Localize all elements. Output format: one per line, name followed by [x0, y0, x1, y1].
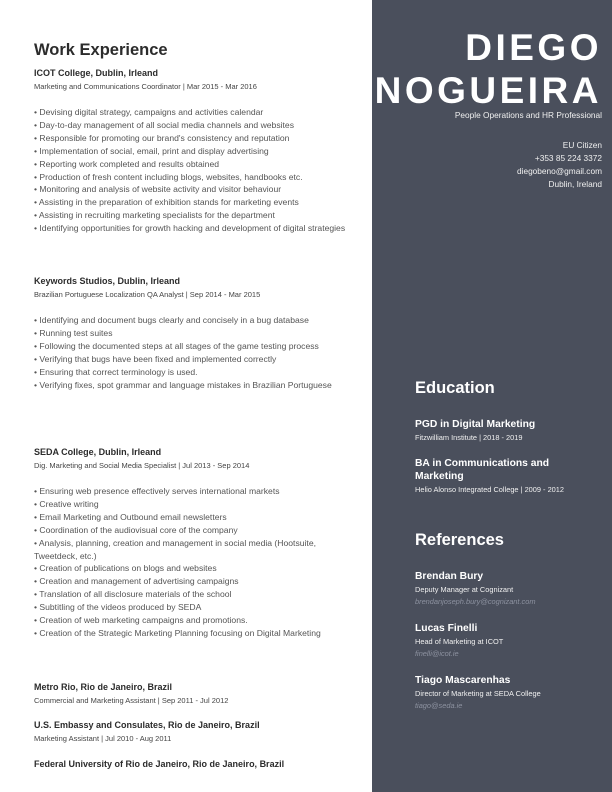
job-bullet: • Creation of web marketing campaigns and promotions.	[34, 615, 248, 626]
job-bullet: • Identifying opportunities for growth hacking and development of digital strategies	[34, 223, 346, 234]
reference-name: Tiago Mascarenhas	[415, 675, 511, 686]
job-bullet: • Monitoring and analysis of website activity and visitor behaviour	[34, 184, 282, 195]
job-bullet: • Analysis, planning, creation and management in social media (Hootsuite, Tweetdeck, etc.)	[34, 537, 316, 561]
job-title: Federal University of Rio de Janeiro, Rio de Janeiro, Brazil	[34, 759, 285, 769]
job-bullet: • Identifying and document bugs clearly and concisely in a bug database	[34, 315, 309, 325]
reference-item	[415, 622, 600, 659]
phone: +353 85 224 3372	[534, 153, 602, 163]
job-subtitle: Commercial and Marketing Assistant | Sep 2011 - Jul 2012	[34, 696, 229, 705]
reference-role: Head of Marketing at ICOT	[415, 637, 504, 646]
education-title: BA in Communications and Marketing	[415, 458, 550, 482]
job-title: SEDA College, Dublin, Irleand	[34, 447, 162, 457]
job-title: ICOT College, Dublin, Irleand	[34, 68, 159, 78]
job-subtitle: Marketing Assistant | Jul 2010 - Aug 2011	[34, 734, 172, 743]
job-bullets	[34, 106, 354, 235]
job-bullet: • Following the documented steps at all stages of the game testing process	[34, 340, 319, 351]
job-bullet: • Devising digital strategy, campaigns and activities calendar	[34, 107, 264, 117]
job-bullet: • Implementation of social, email, print and display advertising	[34, 145, 269, 156]
job-bullet: • Creative writing	[34, 498, 99, 509]
citizenship: EU Citizen	[562, 140, 602, 150]
last-name: NOGUEIRA	[374, 70, 602, 111]
education-subtitle: Fitzwilliam Institute | 2018 - 2019	[415, 433, 523, 442]
education-heading: Education	[415, 379, 495, 397]
email: diegobeno@gmail.com	[517, 166, 602, 176]
reference-email: tiago@seda.ie	[415, 701, 463, 710]
job-bullet: • Creation of publications on blogs and websites	[34, 563, 217, 574]
education-item	[415, 418, 600, 443]
job-bullet: • Ensuring web presence effectively serves international markets	[34, 486, 280, 496]
job-entry	[34, 68, 354, 235]
job-subtitle: Brazilian Portuguese Localization QA Analyst | Sep 2014 - Mar 2015	[34, 290, 261, 299]
job-bullet: • Verifying that bugs have been fixed and implemented correctly	[34, 353, 277, 364]
job-bullet: • Ensuring that correct terminology is used.	[34, 366, 198, 377]
job-bullet: • Creation of the Strategic Marketing Planning focusing on Digital Marketing	[34, 627, 321, 638]
reference-item	[415, 570, 600, 607]
reference-role: Director of Marketing at SEDA College	[415, 689, 541, 698]
first-name: DIEGO	[465, 27, 602, 68]
job-title: Metro Rio, Rio de Janeiro, Brazil	[34, 682, 173, 692]
reference-email: finelli@icot.ie	[415, 649, 459, 658]
job-entry	[34, 447, 354, 640]
job-bullet: • Creation and management of advertising campaigns	[34, 576, 239, 587]
job-subtitle: Marketing and Communications Coordinator | Mar 2015 - Mar 2016	[34, 82, 257, 91]
job-bullets	[34, 485, 354, 640]
job-bullet: • Responsible for promoting our brand's consistency and reputation	[34, 132, 290, 143]
job-entry	[34, 759, 354, 770]
job-bullet: • Assisting in recruiting marketing specialists for the department	[34, 210, 275, 221]
reference-item	[415, 674, 600, 711]
location: Dublin, Ireland	[548, 179, 602, 189]
reference-email: brendanjoseph.bury@cognizant.com	[415, 597, 536, 606]
job-title: Keywords Studios, Dublin, Irleand	[34, 276, 181, 286]
job-subtitle: Dig. Marketing and Social Media Specialist | Jul 2013 - Sep 2014	[34, 461, 250, 470]
job-entry	[34, 276, 354, 391]
reference-name: Lucas Finelli	[415, 623, 478, 634]
job-bullet: • Verifying fixes, spot grammar and language mistakes in Brazilian Portuguese	[34, 379, 332, 390]
tagline: People Operations and HR Professional	[454, 110, 602, 120]
education-title: PGD in Digital Marketing	[415, 419, 536, 430]
job-bullet: • Day-to-day management of all social media channels and websites	[34, 119, 295, 130]
contact-block	[517, 139, 602, 191]
job-bullet: • Assisting in the preparation of exhibition stands for marketing events	[34, 197, 299, 208]
job-bullet: • Production of fresh content including blogs, websites, handbooks etc.	[34, 171, 303, 182]
work-experience-heading: Work Experience	[34, 41, 168, 59]
job-title: U.S. Embassy and Consulates, Rio de Janeiro, Brazil	[34, 720, 260, 730]
job-bullet: • Subtitling of the videos produced by SEDA	[34, 602, 202, 613]
education-subtitle: Helio Alonso Integrated College | 2009 - 2012	[415, 485, 565, 494]
job-bullet: • Email Marketing and Outbound email newsletters	[34, 511, 227, 522]
sidebar	[372, 0, 612, 792]
references-heading: References	[415, 531, 504, 549]
education-item	[415, 457, 600, 495]
reference-name: Brendan Bury	[415, 571, 484, 582]
job-bullets	[34, 314, 354, 391]
job-entry	[34, 720, 354, 744]
reference-role: Deputy Manager at Cognizant	[415, 585, 514, 594]
job-bullet: • Running test suites	[34, 327, 113, 338]
job-bullet: • Reporting work completed and results obtained	[34, 158, 220, 169]
job-entry	[34, 682, 354, 706]
job-bullet: • Coordination of the audiovisual core of the company	[34, 524, 238, 535]
job-bullet: • Translation of all disclosure materials of the school	[34, 589, 232, 600]
